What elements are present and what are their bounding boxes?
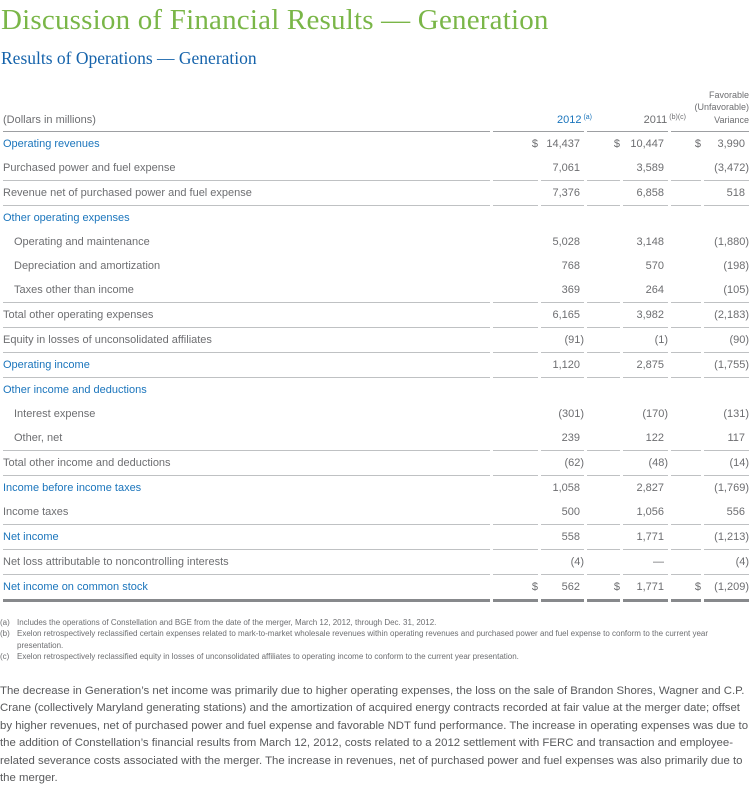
currency-symbol-cell bbox=[587, 550, 620, 575]
table-row bbox=[3, 500, 749, 525]
value-cell: 500 bbox=[541, 500, 584, 525]
table-row bbox=[3, 303, 749, 328]
document-page bbox=[0, 3, 752, 785]
value-cell: 1,058 bbox=[552, 482, 581, 494]
currency-symbol-cell bbox=[493, 303, 538, 328]
commentary-paragraph: The decrease in Generation’s net income was primarily due to higher operating expenses, the loss on the sale of Brandon Shores, Wagner and C.P. Crane (collectively Maryland generating stations) and the amortization of acquired energy contracts recorded at fair value at the merger date; offset by higher revenues, net of purchased power and fuel expense and favorable NDT fund performance. The increase in operating expenses was due to the addition of Constellation’s financial results from March 12, 2012, costs related to a 2012 settlement with FERC and transaction and employee-related severance costs associated with the merger. The increase in revenues, net of purchased power and fuel expenses was also primarily due to the merger. bbox=[0, 684, 749, 785]
table-row bbox=[3, 328, 749, 353]
page-title: Discussion of Financial Results — Generation bbox=[1, 4, 549, 36]
value-cell: 3,589 bbox=[623, 156, 668, 181]
column-header-2011-year: 2011 bbox=[643, 114, 668, 126]
currency-symbol-cell bbox=[587, 278, 620, 303]
value-cell: (3,472) bbox=[704, 156, 749, 181]
row-label: Net income on common stock bbox=[3, 575, 490, 602]
currency-symbol-cell: $ bbox=[613, 138, 621, 150]
column-header-unit-label: (Dollars in millions) bbox=[3, 80, 490, 132]
currency-symbol-cell bbox=[587, 476, 620, 500]
table-row bbox=[3, 525, 749, 550]
table-row bbox=[3, 402, 749, 426]
currency-symbol-cell bbox=[587, 451, 620, 476]
value-cell: 239 bbox=[541, 426, 584, 451]
value-cell: (1,213) bbox=[704, 525, 749, 550]
value-cell: 117 bbox=[704, 426, 749, 451]
table-header-row bbox=[3, 80, 749, 132]
value-cell: 264 bbox=[623, 278, 668, 303]
section-header-row bbox=[3, 206, 749, 230]
row-label: Income before income taxes bbox=[3, 482, 142, 494]
currency-symbol-cell bbox=[671, 206, 701, 230]
currency-symbol-cell bbox=[587, 353, 620, 378]
currency-symbol-cell bbox=[671, 451, 701, 476]
table-row bbox=[3, 254, 749, 278]
currency-symbol-cell bbox=[493, 525, 538, 550]
footnote-text: Includes the operations of Constellation and BGE from the date of the merger, March 12, 2012, through Dec. 31, 2012. bbox=[17, 618, 437, 627]
value-cell: (91) bbox=[541, 328, 584, 353]
currency-symbol-cell bbox=[587, 206, 620, 230]
currency-symbol-cell bbox=[671, 156, 701, 181]
column-header-2011 bbox=[587, 80, 687, 132]
value-cell bbox=[541, 378, 584, 402]
currency-symbol-cell bbox=[671, 254, 701, 278]
currency-symbol-cell bbox=[671, 230, 701, 254]
value-cell: 6,858 bbox=[623, 181, 668, 206]
currency-symbol-cell bbox=[671, 525, 701, 550]
table-row bbox=[3, 156, 749, 181]
currency-symbol-cell bbox=[671, 550, 701, 575]
table-row bbox=[3, 476, 749, 500]
value-cell bbox=[704, 206, 749, 230]
footnote-text: Exelon retrospectively reclassified certain expenses related to mark-to-market wholesale revenues within operating revenues and purchased power and fuel expense to conform to the current year presentation. bbox=[17, 629, 709, 650]
currency-symbol-cell bbox=[671, 278, 701, 303]
row-label: Total other operating expenses bbox=[3, 303, 490, 328]
row-label: Other income and deductions bbox=[3, 384, 147, 396]
currency-symbol-cell bbox=[587, 525, 620, 550]
currency-symbol-cell bbox=[587, 500, 620, 525]
variance-header-line3: Variance bbox=[714, 114, 750, 125]
table-row bbox=[3, 575, 749, 602]
value-cell: 2,875 bbox=[623, 353, 668, 378]
currency-symbol-cell bbox=[671, 181, 701, 206]
value-cell: 7,376 bbox=[541, 181, 584, 206]
value-cell: (301) bbox=[558, 408, 585, 420]
footnote bbox=[0, 651, 752, 662]
value-cell: (1,209) bbox=[704, 575, 749, 602]
value-cell: 6,165 bbox=[541, 303, 584, 328]
currency-symbol-cell bbox=[493, 328, 538, 353]
value-cell: 1,771 bbox=[623, 575, 668, 602]
table-row bbox=[3, 181, 749, 206]
currency-symbol-cell bbox=[587, 254, 620, 278]
row-label: Total other income and deductions bbox=[3, 451, 490, 476]
value-cell: (105) bbox=[704, 278, 749, 303]
value-cell bbox=[623, 206, 668, 230]
row-label: Interest expense bbox=[14, 408, 96, 420]
currency-symbol-cell bbox=[493, 550, 538, 575]
footnote-marker: (b) bbox=[0, 629, 10, 639]
currency-symbol-cell bbox=[493, 230, 538, 254]
currency-symbol-cell bbox=[587, 426, 620, 451]
row-label: Depreciation and amortization bbox=[14, 260, 161, 272]
value-cell: (198) bbox=[723, 260, 750, 272]
currency-symbol-cell bbox=[671, 328, 701, 353]
footnote-ref-a: (a) bbox=[583, 114, 593, 121]
value-cell: (1,880) bbox=[714, 236, 750, 248]
currency-symbol-cell: $ bbox=[694, 138, 702, 150]
currency-symbol-cell: $ bbox=[531, 138, 538, 150]
row-label: Taxes other than income bbox=[3, 278, 490, 303]
value-cell: 1,056 bbox=[623, 500, 668, 525]
row-label: Net loss attributable to noncontrolling interests bbox=[3, 550, 490, 575]
row-label: Revenue net of purchased power and fuel expense bbox=[3, 181, 490, 206]
row-label: Other, net bbox=[3, 426, 490, 451]
table-row bbox=[3, 451, 749, 476]
results-of-operations-table bbox=[0, 80, 752, 602]
value-cell: 14,437 bbox=[546, 138, 581, 150]
currency-symbol-cell bbox=[493, 476, 538, 500]
variance-header-line2: (Unfavorable) bbox=[694, 102, 750, 112]
currency-symbol-cell bbox=[671, 402, 701, 426]
value-cell bbox=[704, 378, 749, 402]
currency-symbol-cell bbox=[493, 278, 538, 303]
value-cell: (2,183) bbox=[704, 303, 749, 328]
currency-symbol-cell bbox=[493, 206, 538, 230]
currency-symbol-cell bbox=[493, 451, 538, 476]
currency-symbol-cell bbox=[587, 303, 620, 328]
footnote-ref-bc: (b)(c) bbox=[669, 114, 687, 121]
value-cell: 2,827 bbox=[636, 482, 665, 494]
footnotes-block bbox=[0, 617, 752, 663]
value-cell: 10,447 bbox=[630, 138, 665, 150]
value-cell: 518 bbox=[704, 181, 749, 206]
currency-symbol-cell bbox=[493, 353, 538, 378]
value-cell: 556 bbox=[704, 500, 749, 525]
currency-symbol-cell bbox=[671, 303, 701, 328]
column-header-2012 bbox=[493, 80, 593, 132]
table-row bbox=[3, 230, 749, 254]
value-cell: (1) bbox=[623, 328, 668, 353]
table-row bbox=[3, 278, 749, 303]
currency-symbol-cell bbox=[671, 378, 701, 402]
currency-symbol-cell bbox=[587, 230, 620, 254]
currency-symbol-cell bbox=[587, 181, 620, 206]
currency-symbol-cell: $ bbox=[671, 575, 701, 602]
table-row bbox=[3, 353, 749, 378]
value-cell: (48) bbox=[623, 451, 668, 476]
section-title: Results of Operations — Generation bbox=[1, 48, 257, 68]
value-cell: (1,769) bbox=[714, 482, 750, 494]
currency-symbol-cell bbox=[671, 353, 701, 378]
currency-symbol-cell bbox=[587, 156, 620, 181]
table-row bbox=[3, 550, 749, 575]
value-cell: 122 bbox=[623, 426, 668, 451]
table-row bbox=[3, 426, 749, 451]
currency-symbol-cell bbox=[493, 156, 538, 181]
value-cell bbox=[541, 206, 584, 230]
value-cell: 7,061 bbox=[541, 156, 584, 181]
value-cell: 3,148 bbox=[636, 236, 665, 248]
currency-symbol-cell bbox=[493, 378, 538, 402]
value-cell: (131) bbox=[723, 408, 750, 420]
value-cell: — bbox=[623, 550, 668, 575]
row-label: Other operating expenses bbox=[3, 212, 130, 224]
footnote-text: Exelon retrospectively reclassified equity in losses of unconsolidated affiliates to operating income to conform to the current year presentation. bbox=[17, 652, 519, 662]
results-table-body bbox=[3, 132, 749, 602]
currency-symbol-cell bbox=[493, 181, 538, 206]
value-cell: (1,755) bbox=[704, 353, 749, 378]
currency-symbol-cell bbox=[587, 328, 620, 353]
currency-symbol-cell: $ bbox=[493, 575, 538, 602]
row-label: Operating and maintenance bbox=[14, 236, 150, 248]
row-label: Purchased power and fuel expense bbox=[3, 156, 490, 181]
currency-symbol-cell bbox=[587, 378, 620, 402]
currency-symbol-cell bbox=[493, 254, 538, 278]
value-cell: 369 bbox=[541, 278, 584, 303]
row-label: Operating income bbox=[3, 353, 490, 378]
currency-symbol-cell bbox=[587, 402, 620, 426]
value-cell: 562 bbox=[541, 575, 584, 602]
footnote-marker: (c) bbox=[0, 652, 10, 662]
value-cell: (4) bbox=[704, 550, 749, 575]
value-cell: (4) bbox=[541, 550, 584, 575]
value-cell: 558 bbox=[541, 525, 584, 550]
value-cell: (170) bbox=[642, 408, 669, 420]
value-cell bbox=[623, 378, 668, 402]
row-label: Equity in losses of unconsolidated affiliates bbox=[3, 328, 490, 353]
column-header-2012-year: 2012 bbox=[556, 114, 582, 126]
variance-header-line1: Favorable bbox=[708, 89, 750, 100]
value-cell: 1,120 bbox=[541, 353, 584, 378]
value-cell: 768 bbox=[561, 260, 581, 272]
currency-symbol-cell: $ bbox=[587, 575, 620, 602]
value-cell: (90) bbox=[704, 328, 749, 353]
currency-symbol-cell bbox=[493, 402, 538, 426]
currency-symbol-cell bbox=[671, 426, 701, 451]
table-row bbox=[3, 132, 749, 156]
currency-symbol-cell bbox=[493, 426, 538, 451]
footnote bbox=[0, 628, 752, 651]
row-label: Net income bbox=[3, 525, 490, 550]
value-cell: 1,771 bbox=[623, 525, 668, 550]
value-cell: 570 bbox=[645, 260, 665, 272]
footnote bbox=[0, 617, 752, 628]
currency-symbol-cell bbox=[493, 500, 538, 525]
section-header-row bbox=[3, 378, 749, 402]
row-label: Operating revenues bbox=[3, 138, 100, 150]
value-cell: (62) bbox=[541, 451, 584, 476]
value-cell: 3,990 bbox=[717, 138, 746, 150]
value-cell: 5,028 bbox=[552, 236, 581, 248]
row-label: Income taxes bbox=[3, 500, 490, 525]
value-cell: (14) bbox=[704, 451, 749, 476]
footnote-marker: (a) bbox=[0, 618, 10, 627]
currency-symbol-cell bbox=[671, 500, 701, 525]
value-cell: 3,982 bbox=[623, 303, 668, 328]
currency-symbol-cell bbox=[671, 476, 701, 500]
